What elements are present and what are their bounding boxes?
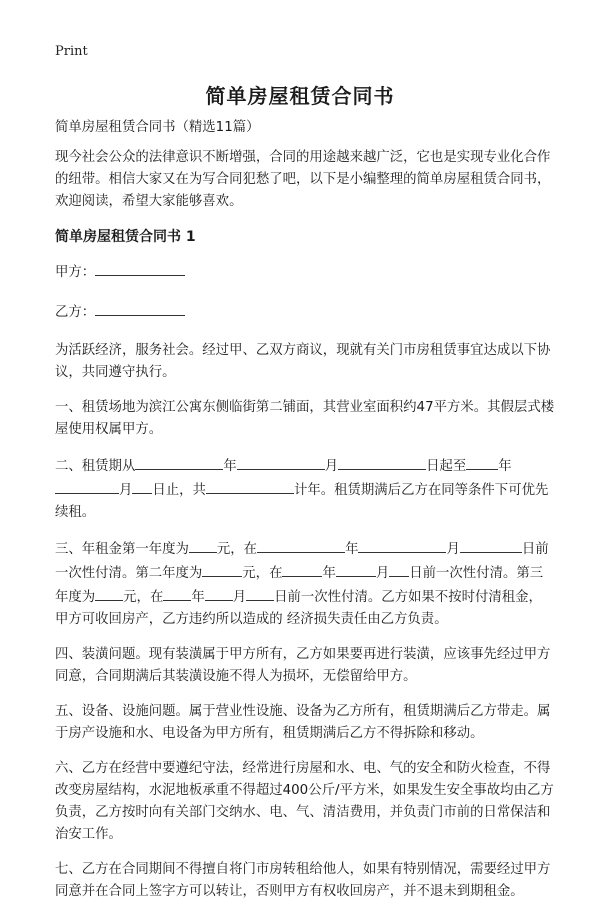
clause-2-text: 日止，共: [152, 483, 206, 498]
clause-3-text: 元，在: [242, 566, 283, 581]
clause-3-text: 元，在: [216, 542, 258, 557]
clause-3-text: 日前一次性付清。乙方如果不按时付清租金，甲方可收回房产，乙方违约所以造成的 经济损失责任由乙方负责。: [55, 590, 542, 627]
clause-3-text: 年: [322, 566, 336, 581]
clause-2-text: 月: [324, 459, 339, 474]
clause-2-text: 年: [498, 459, 512, 474]
blank: [163, 585, 191, 601]
blank: [206, 478, 294, 494]
clause-2: [55, 454, 555, 524]
intro-paragraph: 现今社会公众的法律意识不断增强，合同的用途越来越广泛，它也是实现专业化合作的纽带。相信大家又在为写合同犯愁了吧，以下是小编整理的简单房屋租赁合同书，欢迎阅读，希望大家能够喜欢。: [55, 150, 551, 209]
clause-3-text: 三、年租金第一年度为: [55, 542, 189, 557]
party-b-blank: [95, 300, 185, 316]
blank: [246, 585, 274, 601]
blank: [237, 454, 325, 470]
blank: [95, 585, 123, 601]
clause-2-text: 年: [223, 459, 237, 474]
clause-4: 四、装潢问题。现有装潢属于甲方所有，乙方如果要再进行装潢，应该事先经过甲方同意，合同期满后其装潢设施不得人为损坏，无偿留给甲方。: [55, 647, 551, 684]
clause-1: 一、租赁场地为滨江公寓东侧临街第二铺面，其营业室面积约47平方米。其假层式楼屋使用权属甲方。: [55, 400, 555, 437]
clause-2-text: 二、租赁期从: [55, 459, 136, 474]
blank: [257, 537, 345, 553]
party-a-blank: [95, 260, 185, 276]
section-heading: 简单房屋租赁合同书 1: [55, 229, 196, 245]
clause-2-text: 计年。租赁期满后乙方在同等条件下可优先续租。: [55, 483, 549, 520]
clause-2-text: 月: [119, 483, 133, 498]
document-subtitle: 简单房屋租赁合同书（精选11篇）: [55, 120, 260, 135]
party-a-line: [55, 260, 555, 284]
clause-3-text: 月: [232, 590, 247, 605]
blank: [99, 478, 119, 494]
clause-3-text: 日前一次性付清。第二年度为: [55, 542, 549, 581]
clause-3-text: 年: [191, 590, 205, 605]
clause-6: 六、乙方在经营中要遵纪守法，经常进行房屋和水、电、气的安全和防火检查，不得改变房屋结构，水泥地板承重不得超过400公斤/平方米，如果发生安全事故均由乙方负责，乙方按时向有关部门交纳水、电、气、清洁费用，并负责门市前的日常保洁和治安工作。: [55, 761, 554, 842]
blank: [336, 561, 376, 577]
clause-7: 七、乙方在合同期间不得擅自将门市房转租给他人，如果有特别情况，需要经过甲方同意并在合同上签字方可以转让，否则甲方有权收回房产，并不退未到期租金。: [55, 862, 551, 899]
clause-3-text: 月: [446, 542, 460, 557]
clause-5: 五、设备、设施问题。属于营业性设施、设备为乙方所有，租赁期满后乙方带走。属于房产设施和水、电设备为甲方所有，租赁期满后乙方不得拆除和移动。: [55, 704, 551, 741]
blank: [460, 537, 522, 553]
document-body: [55, 117, 555, 916]
blank: [205, 585, 233, 601]
blank: [389, 561, 409, 577]
clause-2-text: 日起至: [426, 459, 467, 474]
party-b-label: 乙方：: [55, 305, 96, 320]
preamble-paragraph: 为活跃经济，服务社会。经过甲、乙双方商议，现就有关门市房租赁事宜达成以下协议，共同遵守执行。: [55, 343, 551, 380]
clause-3-text: 日前一次性付清。第三年度为: [55, 566, 544, 605]
clause-3-text: 元，在: [123, 590, 164, 605]
blank: [135, 454, 223, 470]
party-a-label: 甲方：: [55, 265, 96, 280]
document-title: 简单房屋租赁合同书: [205, 84, 395, 108]
blank: [338, 454, 426, 470]
blank: [358, 537, 446, 553]
clause-3-text: 年: [345, 542, 359, 557]
blank: [282, 561, 322, 577]
clause-3: [55, 537, 555, 631]
clause-3-text: 月: [375, 566, 390, 581]
blank: [55, 478, 99, 494]
party-b-line: [55, 300, 555, 324]
blank: [202, 561, 242, 577]
blank: [466, 454, 498, 470]
print-link[interactable]: Print: [55, 44, 88, 59]
blank: [132, 478, 152, 494]
blank: [189, 537, 217, 553]
